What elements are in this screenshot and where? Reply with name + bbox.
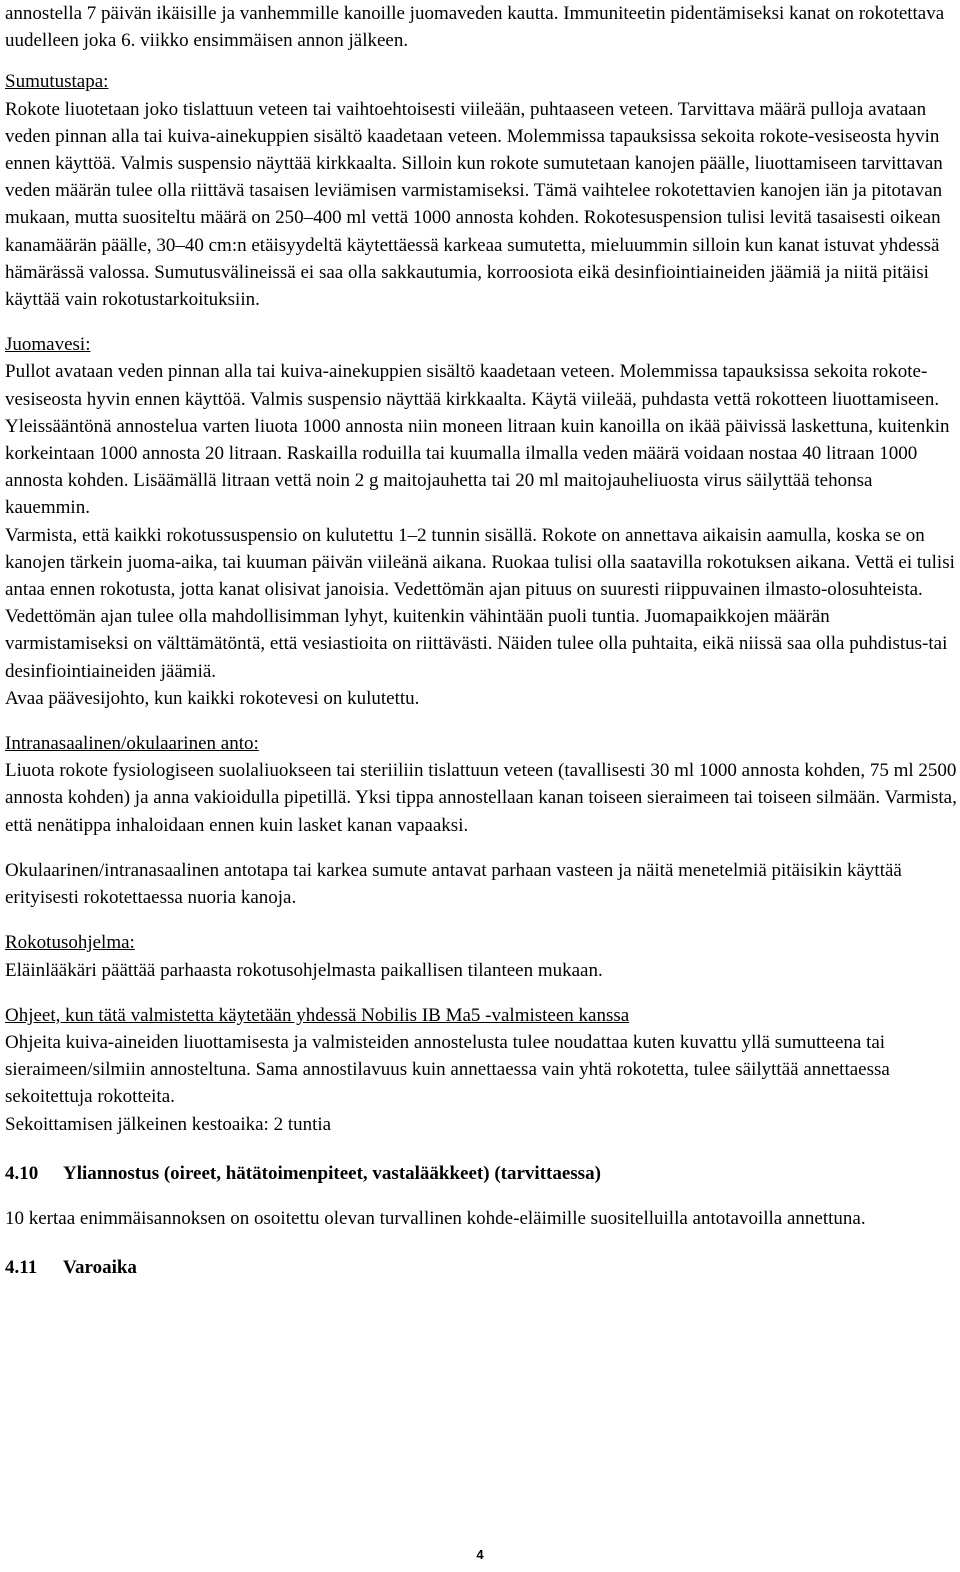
- section-title: Varoaika: [63, 1256, 137, 1278]
- overdose-paragraph: 10 kertaa enimmäisannoksen on osoitettu olevan turvallinen kohde-eläimille suositelluilla antotavoilla annettuna.: [5, 1207, 866, 1229]
- combo-heading: Ohjeet, kun tätä valmistetta käytetään yhdessä Nobilis IB Ma5 -valmisteen kanssa: [5, 1004, 630, 1026]
- schedule-heading: Rokotusohjelma:: [5, 932, 135, 954]
- document-page: [5, 0, 957, 1281]
- combo-paragraph-1: Ohjeita kuiva-aineiden liuottamisesta ja valmisteiden annostelusta tulee noudattaa kuten kuvattu yllä sumutteena tai sieraimeen/silmiin annosteltuna. Sama annostilavuus kuin annettaessa vain yhtä rokotetta, tulee säilyttää annettaessa sekoitettuja rokotteita.: [5, 1031, 890, 1108]
- intro-paragraph: annostella 7 päivän ikäisille ja vanhemmille kanoille juomaveden kautta. Immuniteetin pidentämiseksi kanat on rokotettava uudelleen joka 6. viikko ensimmäisen annon jälkeen.: [5, 3, 945, 52]
- water-paragraph-1: Pullot avataan veden pinnan alla tai kuiva-ainekuppien sisältö kaadetaan veteen. Molemmissa tapauksissa sekoita rokote-vesiseosta hyvin ennen käyttöä. Valmis suspensio näyttää kirkkaalta. Käytä viileää, puhdasta vettä rokotteen liuottamiseen. Yleissääntönä annostelua varten liuota 1000 annosta niin moneen litraan kuin kanoilla on ikää päivissä laskettuna, kuitenkin korkeintaan 1000 annosta 20 litraan. Raskailla roduilla tai kuumalla ilmalla veden määrä voidaan nostaa 40 litraan 1000 annosta kohden. Lisäämällä litraan vettä noin 2 g maitojauhetta tai 20 ml maitojauheliuosta virus säilyttää tehonsa kauemmin.: [5, 361, 950, 519]
- section-4-11-heading: [5, 1254, 957, 1281]
- section-4-10-heading: [5, 1160, 957, 1187]
- page-number: 4: [476, 1547, 484, 1562]
- spray-paragraph: Rokote liuotetaan joko tislattuun veteen tai vaihtoehtoisesti viileään, puhtaaseen veteen. Tarvittava määrä pulloja avataan veden pinnan alla tai kuiva-ainekuppien sisältö kaadetaan veteen. Molemmissa tapauksissa sekoita rokote-vesiseosta hyvin ennen käyttöä. Valmis suspensio näyttää kirkkaalta. Silloin kun rokote sumutetaan kanojen päälle, liuottamiseen tarvittavan veden määrän tulee olla riittävä tasaisen leviämisen varmistamiseksi. Tämä vaihtelee rokotettavien kanojen iän ja pitotavan mukaan, mutta suositeltu määrä on 250–400 ml vettä 1000 annosta kohden. Rokotesuspension tulisi levitä tasaisesti oikean kanamäärän päälle, 30–40 cm:n etäisyydeltä käytettäessä karkeaa sumutetta, mieluummin silloin kun kanat istuvat yhdessä hämärässä valossa. Sumutusvälineissä ei saa olla sakkautumia, korroosiota eikä desinfiointiaineiden jäämiä ja niitä pitäisi käyttää vain rokotustarkoituksiin.: [5, 98, 943, 311]
- water-paragraph-3: Avaa päävesijohto, kun kaikki rokotevesi on kulutettu.: [5, 687, 420, 709]
- section-title: Yliannostus (oireet, hätätoimenpiteet, vastalääkkeet) (tarvittaessa): [63, 1162, 601, 1184]
- section-number: 4.11: [5, 1256, 38, 1278]
- section-number: 4.10: [5, 1162, 39, 1184]
- combo-paragraph-2: Sekoittamisen jälkeinen kestoaika: 2 tuntia: [5, 1113, 332, 1135]
- intranasal-paragraph-2: Okulaarinen/intranasaalinen antotapa tai karkea sumute antavat parhaan vasteen ja näitä menetelmiä pitäisikin käyttää erityisesti rokotettaessa nuoria kanoja.: [5, 859, 902, 909]
- intranasal-paragraph-1: Liuota rokote fysiologiseen suolaliuokseen tai steriiliin tislattuun veteen (tavallisesti 30 ml 1000 annosta kohden, 75 ml 2500 annosta kohden) ja anna vakioidulla pipetillä. Yksi tippa annostellaan kanan toiseen sieraimeen tai toiseen silmään. Varmista, että nenätippa inhaloidaan ennen kuin lasket kanan vapaaksi.: [5, 760, 957, 836]
- intranasal-heading: Intranasaalinen/okulaarinen anto:: [5, 733, 259, 755]
- schedule-paragraph: Eläinlääkäri päättää parhaasta rokotusohjelmasta paikallisen tilanteen mukaan.: [5, 959, 603, 981]
- water-paragraph-2: Varmista, että kaikki rokotussuspensio on kulutettu 1–2 tunnin sisällä. Rokote on annettava aikaisin aamulla, koska se on kanojen tärkein juoma-aika, tai kuuman päivän viileänä aikana. Ruokaa tulisi olla saatavilla rokotuksen aikana. Vettä ei tulisi antaa ennen rokotusta, jotta kanat olisivat janoisia. Vedettömän ajan pituus on suuresti riippuvainen ilmasto-olosuhteista. Vedettömän ajan tulee olla mahdollisimman lyhyt, kuitenkin vähintään puoli tuntia. Juomapaikkojen määrän varmistamiseksi on välttämätöntä, että vesiastioita on riittävästi. Näiden tulee olla puhtaita, eikä niissä saa olla puhdistus-tai desinfiointiaineiden jäämiä.: [5, 524, 955, 682]
- spray-heading: Sumutustapa:: [5, 71, 109, 93]
- water-heading: Juomavesi:: [5, 334, 91, 356]
